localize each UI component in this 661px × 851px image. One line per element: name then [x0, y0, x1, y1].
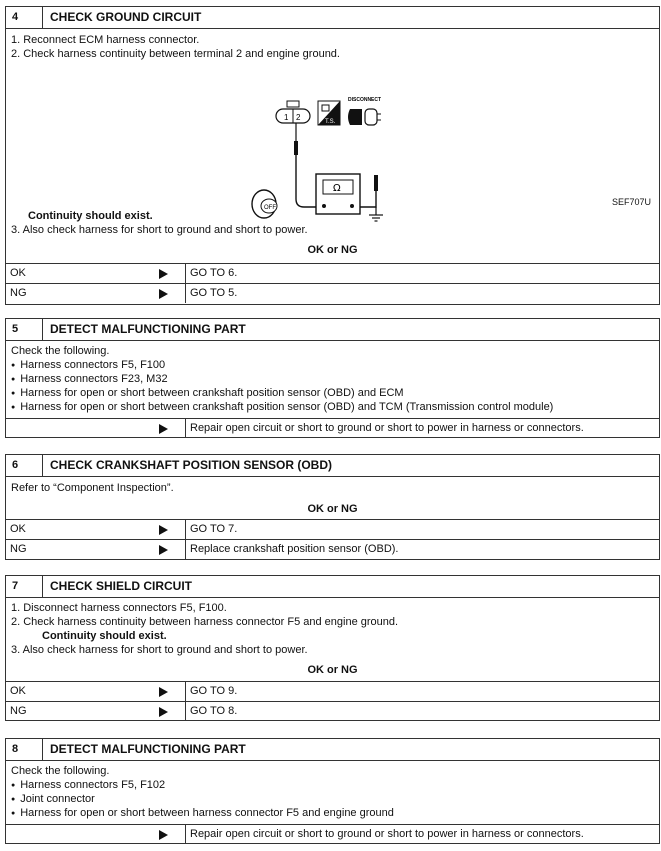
step-number: 5	[6, 319, 43, 340]
result-row-ng	[6, 701, 659, 721]
intro-line: Check the following.	[11, 345, 110, 357]
step-number: 8	[6, 739, 43, 760]
check-item: ● Harness for open or short between crankshaft position sensor (OBD) and TCM (Transmission control module)	[11, 401, 553, 415]
result-row	[6, 824, 659, 844]
result-action: Replace crankshaft position sensor (OBD).	[185, 540, 398, 559]
result-action: Repair open circuit or short to ground or short to power in harness or connectors.	[185, 419, 584, 438]
arrow-right-icon	[159, 545, 168, 555]
svg-text:1: 1	[284, 113, 289, 122]
svg-text:Ω: Ω	[333, 183, 341, 194]
step-8-header	[6, 739, 659, 761]
instruction-line: 1. Reconnect ECM harness connector.	[11, 34, 200, 46]
arrow-right-icon	[159, 525, 168, 535]
result-row-ng	[6, 539, 659, 559]
harness-connector-icon	[276, 101, 310, 123]
result-label: NG	[10, 705, 27, 717]
step-7-block	[5, 575, 660, 721]
continuity-note: Continuity should exist.	[28, 210, 153, 222]
step-title: CHECK CRANKSHAFT POSITION SENSOR (OBD)	[50, 458, 333, 472]
svg-text:2: 2	[296, 113, 301, 122]
step-title: DETECT MALFUNCTIONING PART	[50, 742, 246, 756]
step-5-block	[5, 318, 660, 438]
step-8-block	[5, 738, 660, 844]
step-6-header	[6, 455, 659, 477]
instruction-line: Refer to “Component Inspection”.	[11, 482, 174, 494]
instruction-line: 1. Disconnect harness connectors F5, F100.	[11, 602, 227, 614]
ok-or-ng-label: OK or NG	[307, 664, 358, 676]
arrow-right-icon	[159, 424, 168, 434]
arrow-right-icon	[159, 830, 168, 840]
step-number: 6	[6, 455, 43, 476]
instruction-line: 3. Also check harness for short to ground and short to power.	[11, 224, 308, 236]
figure-code: SEF707U	[612, 197, 652, 207]
result-label: NG	[10, 287, 27, 299]
ground-circuit-diagram	[236, 79, 416, 229]
step-title: CHECK GROUND CIRCUIT	[50, 10, 202, 24]
result-label: NG	[10, 543, 27, 555]
result-row	[6, 418, 659, 438]
svg-text:T.S.: T.S.	[325, 119, 336, 125]
check-item: ● Joint connector	[11, 793, 95, 807]
arrow-right-icon	[159, 269, 168, 279]
arrow-right-icon	[159, 687, 168, 697]
result-action: Repair open circuit or short to ground or short to power in harness or connectors.	[185, 825, 584, 844]
check-item: ● Harness connectors F5, F102	[11, 779, 165, 793]
svg-text:OFF: OFF	[264, 205, 276, 211]
ignition-key-off-icon	[252, 190, 277, 218]
arrow-right-icon	[159, 289, 168, 299]
result-action: GO TO 5.	[185, 284, 237, 303]
step-6-block	[5, 454, 660, 560]
instruction-line: 2. Check harness continuity between terminal 2 and engine ground.	[11, 48, 340, 60]
step-4-header	[6, 7, 659, 29]
test-signal-icon	[318, 101, 340, 125]
result-row-ok	[6, 519, 659, 539]
arrow-right-icon	[159, 707, 168, 717]
result-label: OK	[10, 267, 26, 279]
step-5-header	[6, 319, 659, 341]
step-title: CHECK SHIELD CIRCUIT	[50, 579, 193, 593]
step-4-block	[5, 6, 660, 305]
result-action: GO TO 9.	[185, 682, 237, 701]
disconnect-connector-icon	[348, 97, 381, 125]
step-number: 7	[6, 576, 43, 597]
step-7-header	[6, 576, 659, 598]
result-action: GO TO 8.	[185, 702, 237, 721]
continuity-note: Continuity should exist.	[42, 630, 167, 642]
check-item: ● Harness for open or short between harness connector F5 and engine ground	[11, 807, 394, 821]
step-title: DETECT MALFUNCTIONING PART	[50, 322, 246, 336]
step-number: 4	[6, 7, 43, 28]
ok-or-ng-label: OK or NG	[307, 244, 358, 256]
svg-text:DISCONNECT: DISCONNECT	[348, 97, 382, 103]
ground-symbol-icon	[369, 215, 383, 221]
result-action: GO TO 7.	[185, 520, 237, 539]
check-item: ● Harness for open or short between crankshaft position sensor (OBD) and ECM	[11, 387, 404, 401]
intro-line: Check the following.	[11, 765, 110, 777]
result-row-ok	[6, 263, 659, 283]
ok-or-ng-label: OK or NG	[307, 503, 358, 515]
ohmmeter-icon	[316, 174, 360, 214]
result-row-ng	[6, 283, 659, 303]
instruction-line: 2. Check harness continuity between harness connector F5 and engine ground.	[11, 616, 399, 628]
result-action: GO TO 6.	[185, 264, 237, 283]
check-item: ● Harness connectors F5, F100	[11, 359, 165, 373]
result-label: OK	[10, 685, 26, 697]
instruction-line: 3. Also check harness for short to ground and short to power.	[11, 644, 308, 656]
check-item: ● Harness connectors F23, M32	[11, 373, 168, 387]
result-label: OK	[10, 523, 26, 535]
result-row-ok	[6, 681, 659, 701]
